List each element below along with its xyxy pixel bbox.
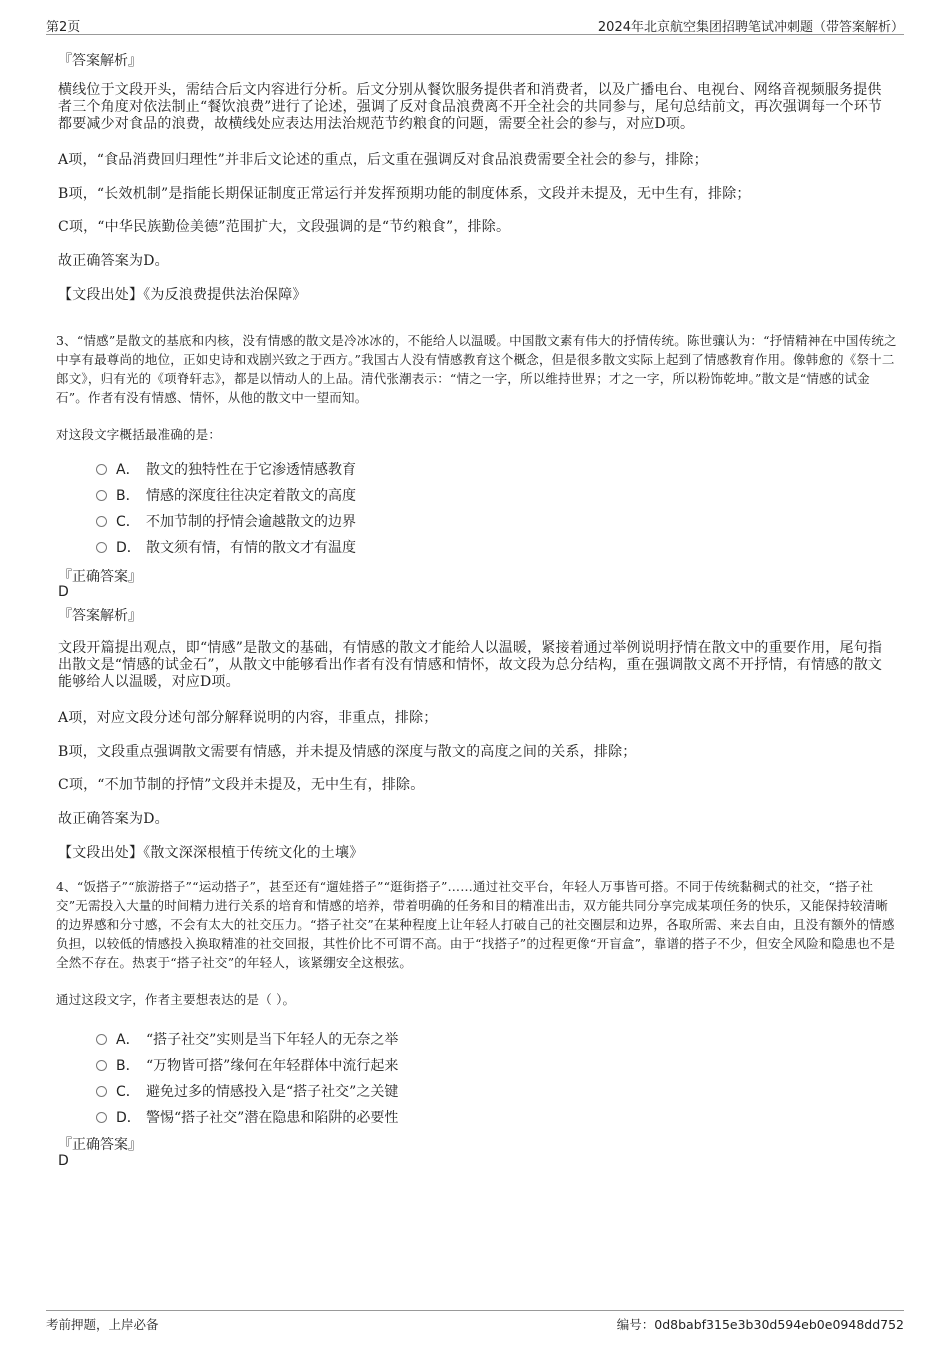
analysis-option-a: A项，对应文段分述句部分解释说明的内容，非重点，排除； bbox=[58, 710, 438, 726]
option-a[interactable]: A． 散文的独特性在于它渗透情感教育 bbox=[96, 459, 356, 479]
page-header bbox=[46, 14, 904, 35]
radio-icon[interactable] bbox=[96, 464, 107, 475]
analysis-paragraph: 横线位于文段开头，需结合后文内容进行分析。后文分别从餐饮服务提供者和消费者，以及广播电台、电视台、网络音视频服务提供者三个角度对依法制止“餐饮浪费”进行了论述，强调了反对食品浪费离不开全社会的共同参与，尾句总结前文，再次强调每一个环节都要减少对食品的浪费，故横线处应表达用法治规范节约粮食的问题，需要全社会的参与，对应D项。 bbox=[58, 82, 883, 132]
radio-icon[interactable] bbox=[96, 1112, 107, 1123]
option-c[interactable]: C． 不加节制的抒情会逾越散文的边界 bbox=[96, 511, 356, 531]
document-title: 2024年北京航空集团招聘笔试冲刺题（带答案解析） bbox=[597, 20, 904, 35]
option-c[interactable]: C． 避免过多的情感投入是“搭子社交”之关键 bbox=[96, 1081, 398, 1101]
option-d[interactable]: D． 警惕“搭子社交”潜在隐患和陷阱的必要性 bbox=[96, 1107, 398, 1127]
radio-icon[interactable] bbox=[96, 516, 107, 527]
analysis-conclusion: 故正确答案为D。 bbox=[58, 253, 169, 269]
passage-source: 【文段出处】《散文深深根植于传统文化的土壤》 bbox=[58, 845, 364, 861]
footer-slogan: 考前押题，上岸必备 bbox=[46, 1317, 159, 1332]
analysis-option-c: C项，“不加节制的抒情”文段并未提及，无中生有，排除。 bbox=[58, 777, 425, 793]
radio-icon[interactable] bbox=[96, 542, 107, 553]
page-number: 第2页 bbox=[46, 20, 81, 35]
analysis-option-b: B项，“长效机制”是指能长期保证制度正常运行并发挥预期功能的制度体系，文段并未提及，无中生有，排除； bbox=[58, 186, 751, 202]
question-prompt: 通过这段文字，作者主要想表达的是（ ）。 bbox=[56, 992, 296, 1007]
radio-icon[interactable] bbox=[96, 490, 107, 501]
option-a[interactable]: A． “搭子社交”实则是当下年轻人的无奈之举 bbox=[96, 1029, 398, 1049]
analysis-paragraph: 文段开篇提出观点，即“情感”是散文的基础，有情感的散文才能给人以温暖，紧接着通过举例说明抒情在散文中的重要作用，尾句指出散文是“情感的试金石”，从散文中能够看出作者有没有情感和情怀，故文段为总分结构，重在强调散文离不开抒情，有情感的散文能够给人以温暖，对应D项。 bbox=[58, 640, 883, 690]
correct-answer: D bbox=[58, 1153, 69, 1169]
analysis-conclusion: 故正确答案为D。 bbox=[58, 811, 169, 827]
analysis-option-c: C项，“中华民族勤俭美德”范围扩大，文段强调的是“节约粮食”，排除。 bbox=[58, 219, 511, 235]
analysis-option-a: A项，“食品消费回归理性”并非后文论述的重点，后文重在强调反对食品浪费需要全社会的参与，排除； bbox=[58, 152, 708, 168]
page-footer bbox=[46, 1310, 904, 1333]
passage-source: 【文段出处】《为反浪费提供法治保障》 bbox=[58, 287, 307, 303]
analysis-label: 『答案解析』 bbox=[58, 53, 142, 69]
question-stem: 4、“饭搭子”“旅游搭子”“运动搭子”，甚至还有“遛娃搭子”“逛街搭子”……通过社交平台，年轻人万事皆可搭。不同于传统黏稠式的社交，“搭子社交”无需投入大量的时间精力进行关系的培育和情感的培养，带着明确的任务和目的精准出击，双方能共同分享完成某项任务的快乐，又能保持较清晰的边界感和分寸感，不会有太大的社交压力。“搭子社交”在某种程度上让年轻人打破自己的社交圈层和边界，各取所需、来去自由，且没有额外的情感负担，以较低的情感投入换取精准的社交回报，其性价比不可谓不高。由于“找搭子”的过程更像“开盲盒”，靠谱的搭子不少，但安全风险和隐患也不是全然不存在。热衷于“搭子社交”的年轻人，该紧绷安全这根弦。 bbox=[56, 879, 896, 970]
document-id: 编号：0d8babf315e3b30d594eb0e0948dd752 bbox=[616, 1317, 904, 1332]
option-d[interactable]: D． 散文须有情，有情的散文才有温度 bbox=[96, 537, 356, 557]
radio-icon[interactable] bbox=[96, 1060, 107, 1071]
option-b[interactable]: B． “万物皆可搭”缘何在年轻群体中流行起来 bbox=[96, 1055, 398, 1075]
radio-icon[interactable] bbox=[96, 1086, 107, 1097]
analysis-label: 『答案解析』 bbox=[58, 608, 142, 624]
correct-answer-label: 『正确答案』 bbox=[58, 1137, 142, 1153]
correct-answer-label: 『正确答案』 bbox=[58, 569, 142, 585]
analysis-option-b: B项，文段重点强调散文需要有情感，并未提及情感的深度与散文的高度之间的关系，排除； bbox=[58, 744, 637, 760]
option-b[interactable]: B． 情感的深度往往决定着散文的高度 bbox=[96, 485, 356, 505]
question-stem: 3、“情感”是散文的基底和内核，没有情感的散文是冷冰冰的，不能给人以温暖。中国散文素有伟大的抒情传统。陈世骧认为：“抒情精神在中国传统之中享有最尊尚的地位，正如史诗和戏剧兴致之于西方。”我国古人没有情感教育这个概念，但是很多散文实际上起到了情感教育作用。像韩愈的《祭十二郎文》，归有光的《项脊轩志》，都是以情动人的上品。清代张潮表示：“情之一字，所以维持世界；才之一字，所以粉饰乾坤。”散文是“情感的试金石”。作者有没有情感、情怀，从他的散文中一望而知。 bbox=[56, 333, 897, 405]
question-prompt: 对这段文字概括最准确的是： bbox=[56, 427, 222, 442]
radio-icon[interactable] bbox=[96, 1034, 107, 1045]
correct-answer: D bbox=[58, 584, 69, 600]
